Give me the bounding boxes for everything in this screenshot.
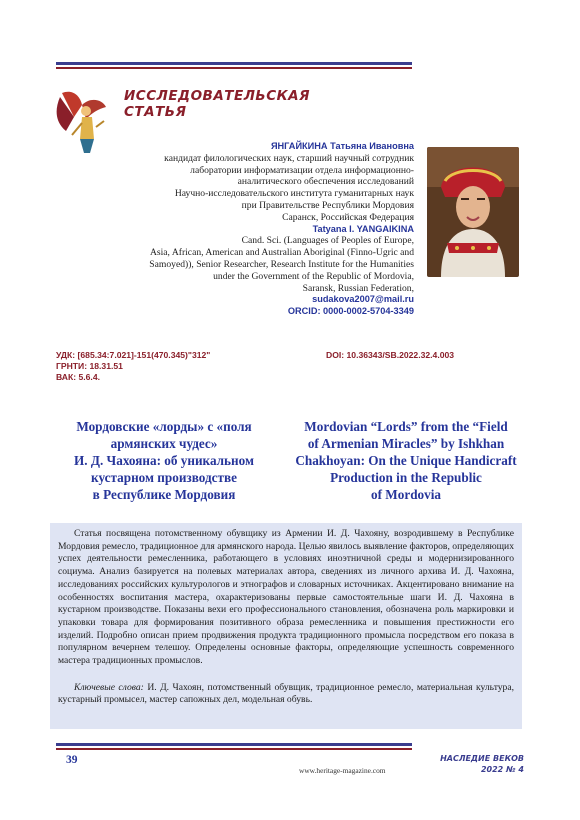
author-line-ru: аналитического обеспечения исследований	[237, 176, 414, 188]
author-line-en: Cand. Sci. (Languages of Peoples of Europe,	[241, 235, 414, 247]
journal-issue: 2022 № 4	[480, 765, 524, 774]
title-en-line: Production in the Republic	[330, 470, 482, 485]
title-en-line: of Armenian Miracles” by Ishkhan	[307, 436, 505, 451]
doi-code: DOI: 10.36343/SB.2022.32.4.003	[326, 350, 455, 360]
author-portrait-photo-icon	[427, 147, 519, 277]
journal-title: НАСЛЕДИЕ ВЕКОВ	[440, 754, 524, 763]
journal-name	[440, 753, 524, 775]
title-ru-line: в Республике Мордовия	[92, 487, 236, 502]
author-line-en: Asia, African, American and Australian Aboriginal (Finno-Ugric and	[149, 247, 414, 259]
bottom-rule-blue	[56, 743, 412, 746]
keywords-paragraph	[58, 682, 514, 707]
title-en-line: Chakhoyan: On the Unique Handicraft	[295, 453, 517, 468]
author-line-ru: Научно-исследовательского института гуманитарных наук	[174, 188, 414, 200]
author-line-en: Saransk, Russian Federation,	[302, 282, 414, 294]
title-ru-line: кустарном производстве	[91, 470, 237, 485]
title-ru-line: Мордовские «лорды» с «поля	[76, 419, 252, 434]
bottom-rule-red	[56, 748, 412, 750]
classification-codes	[56, 350, 210, 383]
title-en-line: of Mordovia	[371, 487, 441, 502]
udk-code: УДК: [685.34:7.021]-151(470.345)"312"	[56, 350, 211, 360]
website-link[interactable]: www.heritage-magazine.com	[299, 766, 386, 775]
author-line-en: under the Government of the Republic of Mordovia,	[213, 270, 414, 282]
author-name-en: Tatyana I. YANGAIKINA	[312, 223, 414, 234]
title-ru-line: армянских чудес»	[110, 436, 218, 451]
author-name-ru: ЯНГАЙКИНА Татьяна Ивановна	[270, 141, 414, 151]
article-title-ru	[50, 418, 278, 503]
title-en-line: Mordovian “Lords” from the “Field	[304, 419, 508, 434]
author-line-en: Samoyed)), Senior Researcher, Research Institute for the Humanities	[149, 258, 414, 270]
abstract-box	[50, 523, 522, 729]
keywords-label: Ключевые слова:	[74, 681, 144, 693]
top-rule-red	[56, 67, 412, 69]
section-title: ИССЛЕДОВАТЕЛЬСКАЯ СТАТЬЯ	[124, 88, 311, 120]
author-line-ru: при Правительстве Республики Мордовия	[241, 199, 414, 211]
author-email-link[interactable]: sudakova2007@mail.ru	[312, 294, 414, 305]
grnti-code: ГРНТИ: 18.31.51	[56, 361, 123, 371]
keywords-text: И. Д. Чахоян, потомственный обувщик, традиционное ремесло, материальная культура, кустарный промысел, мастер сапожных дел, модельная обувь.	[58, 681, 515, 706]
title-ru-line: И. Д. Чахояна: об уникальном	[74, 453, 254, 468]
vak-code: ВАК: 5.6.4.	[56, 372, 100, 382]
top-rule-blue	[56, 62, 412, 65]
author-line-ru: лаборатории информатизации отдела информационно-	[190, 164, 414, 176]
abstract-text: Статья посвящена потомственному обувщику из Армении И. Д. Чахояну, возродившему в Республике Мордовия ремесло, традиционное для армянского народа. Целью явилось выявление факторов, определяющих успех деятельности ремесленника, работающего в условиях иноэтничной среды и модернизированного социума. Анализ базируется на полевых материалах автора, сведениях из личного архива И. Д. Чахояна, исследованиях российских культурологов и этнографов и словарных источниках. Акцентировано внимание на особенностях воспитания мастера, охарактеризованы первые самостоятельные шаги И. Д. Чахояна в кустарном производстве. Показаны вехи его профессионального становления, обозначена роль маркировки и упаковки товара для формирования позитивного образа ремесленника и повышения престижности его изделий. Подробно описан прием продвижения продукта традиционного промысла посредством его показа в популярном вечернем телешоу. Определены основные факторы, определяющие успешность современного мастера традиционных промыслов.	[58, 528, 514, 667]
author-orcid-link[interactable]: ORCID: 0000-0002-5704-3349	[287, 306, 414, 317]
author-line-ru: Саранск, Российская Федерация	[282, 211, 414, 223]
article-title-en	[292, 418, 520, 503]
author-line-ru: кандидат филологических наук, старший научный сотрудник	[164, 152, 414, 164]
page-number: 39	[66, 754, 78, 766]
author-block	[94, 141, 414, 318]
